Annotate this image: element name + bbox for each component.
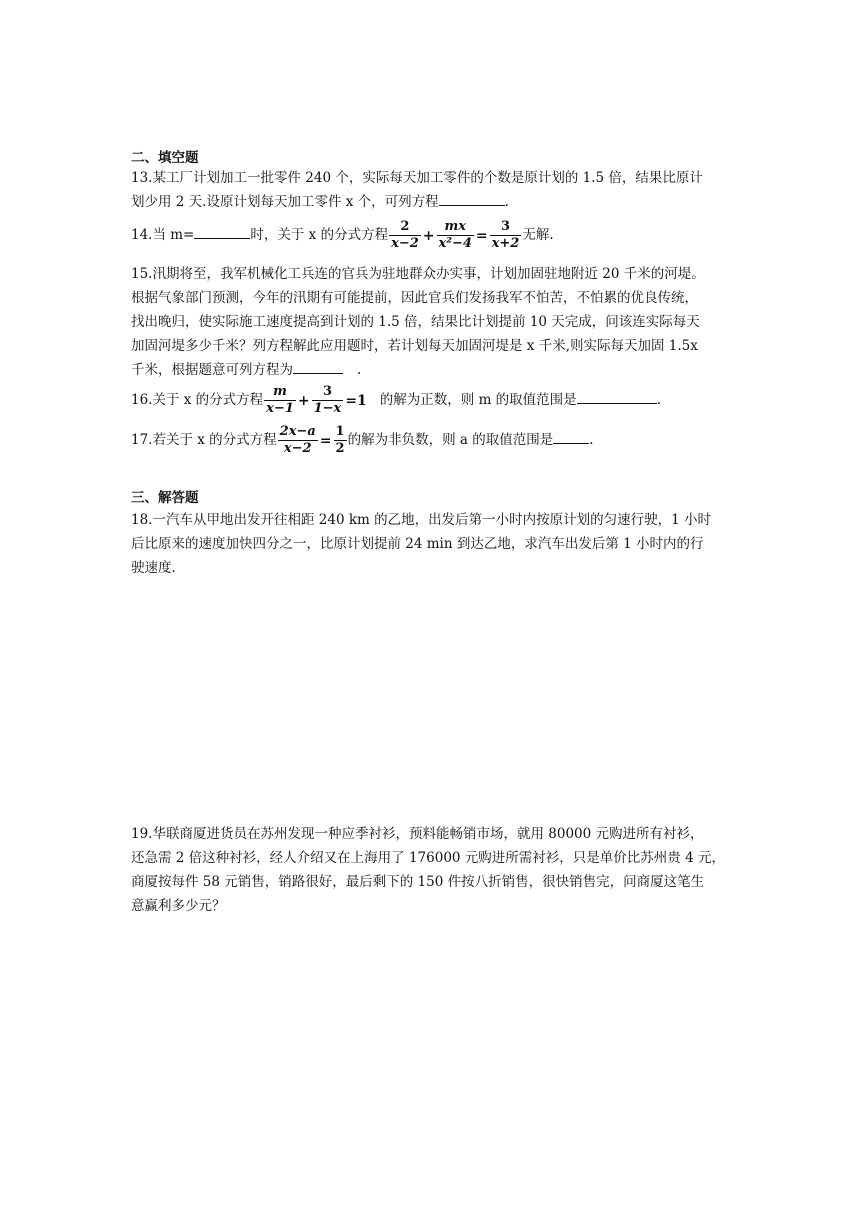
q14-frac3 bbox=[490, 219, 522, 252]
q14-frac2 bbox=[437, 219, 474, 252]
q17-end: . bbox=[589, 432, 594, 448]
q18-line1: 18.一汽车从甲地出发开往相距 240 km 的乙地，出发后第一小时内按原计划的匀速行驶，1 小时 bbox=[131, 512, 711, 528]
q13-line2-end: . bbox=[504, 194, 509, 210]
q15-line5 bbox=[131, 360, 361, 380]
q13-line2-text: 划少用 2 天.设原计划每天加工零件 x 个，可列方程 bbox=[131, 194, 439, 210]
q15-answer-blank[interactable] bbox=[293, 361, 343, 374]
q13-line1: 13.某工厂计划加工一批零件 240 个，实际每天加工零件的个数是原计划的 1.5 倍，结果比原计 bbox=[131, 170, 703, 186]
q17-equals: = bbox=[319, 432, 332, 449]
q15-line5-end: . bbox=[357, 362, 362, 378]
q16-frac2-den: 1−x bbox=[313, 401, 342, 417]
q17-equation bbox=[277, 420, 348, 461]
q16-answer-blank[interactable] bbox=[577, 391, 657, 404]
q16-frac2-num: 3 bbox=[312, 384, 344, 401]
q15-line2: 根据气象部门预测，今年的汛期有可能提前，因此官兵们发扬我军不怕苦，不怕累的优良传统， bbox=[131, 290, 698, 306]
q14-answer-blank[interactable] bbox=[194, 226, 250, 239]
q15-line1: 15.汛期将至，我军机械化工兵连的官兵为驻地群众办实事，计划加固驻地附近 20 千米的河堤。 bbox=[131, 266, 705, 282]
q17-line bbox=[131, 420, 594, 461]
q16-rhs: =1 bbox=[345, 392, 367, 409]
q19-line1: 19.华联商厦进货员在苏州发现一种应季衬衫，预料能畅销市场，就用 80000 元购进所有衬衫， bbox=[131, 826, 704, 842]
q19-line2: 还急需 2 倍这种衬衫，经人介绍又在上海用了 176000 元购进所需衬衫，只是单价比苏州贵 4 元， bbox=[131, 850, 725, 866]
q17-frac1-num: 2x−a bbox=[279, 424, 316, 440]
q16-prefix: 16.关于 x 的分式方程 bbox=[131, 392, 264, 408]
q16-frac2 bbox=[312, 384, 344, 417]
q14-equals: = bbox=[475, 227, 488, 244]
q16-equation bbox=[263, 380, 368, 421]
q14-equation bbox=[388, 216, 522, 255]
q17-frac1-den: x−2 bbox=[283, 441, 312, 457]
q16-plus: + bbox=[297, 392, 310, 409]
q17-frac2-num: 1 bbox=[335, 424, 345, 440]
q14-mid: 时，关于 x 的分式方程 bbox=[250, 227, 389, 243]
q16-end: . bbox=[656, 392, 661, 408]
q19-line3: 商厦按每件 58 元销售，销路很好，最后剩下的 150 件按八折销售，很快销售完，问商厦这笔生 bbox=[131, 874, 705, 890]
q16-mid: 的解为正数，则 m 的取值范围是 bbox=[379, 392, 577, 408]
q15-line5-text: 千米，根据题意可列方程为 bbox=[131, 362, 293, 378]
q14-plus: + bbox=[422, 227, 435, 244]
q17-frac1 bbox=[278, 424, 318, 457]
q17-frac2 bbox=[334, 424, 347, 457]
q14-frac1-num: 2 bbox=[389, 219, 421, 236]
q14-frac3-den: x+2 bbox=[491, 236, 520, 252]
q17-prefix: 17.若关于 x 的分式方程 bbox=[131, 432, 277, 448]
q13-answer-blank[interactable] bbox=[439, 193, 505, 206]
q17-mid: 的解为非负数，则 a 的取值范围是 bbox=[347, 432, 554, 448]
q14-frac2-num: mx bbox=[437, 219, 474, 236]
q14-frac2-den: x²−4 bbox=[438, 236, 472, 252]
q16-line bbox=[131, 380, 661, 421]
q15-line3: 找出晚归，使实际施工速度提高到计划的 1.5 倍，结果比计划提前 10 天完成，问该连实际每天 bbox=[131, 314, 700, 330]
q18-line3: 驶速度. bbox=[131, 560, 176, 576]
q16-frac1 bbox=[264, 384, 296, 417]
q14-suffix: 无解. bbox=[522, 227, 554, 243]
q14-frac1 bbox=[389, 219, 421, 252]
q17-frac2-den: 2 bbox=[335, 441, 345, 457]
q14-frac3-num: 3 bbox=[490, 219, 522, 236]
q14-frac1-den: x−2 bbox=[391, 236, 419, 252]
q16-frac1-num: m bbox=[264, 384, 296, 401]
q19-line4: 意赢利多少元？ bbox=[131, 898, 226, 914]
q15-line4: 加固河堤多少千米？列方程解此应用题时，若计划每天加固河堤是 x 千米,则实际每天加固 1.5x bbox=[131, 338, 698, 354]
q13-line2 bbox=[131, 192, 509, 212]
q14-prefix: 14.当 m= bbox=[131, 227, 195, 243]
q14-line bbox=[131, 216, 554, 255]
section-title-solutions: 三、解答题 bbox=[131, 490, 199, 506]
q16-frac1-den: x−1 bbox=[266, 401, 294, 417]
q17-answer-blank[interactable] bbox=[553, 431, 589, 444]
q18-line2: 后比原来的速度加快四分之一，比原计划提前 24 min 到达乙地，求汽车出发后第 1 小时内的行 bbox=[131, 536, 704, 552]
section-title-fill-in: 二、填空题 bbox=[131, 150, 199, 166]
